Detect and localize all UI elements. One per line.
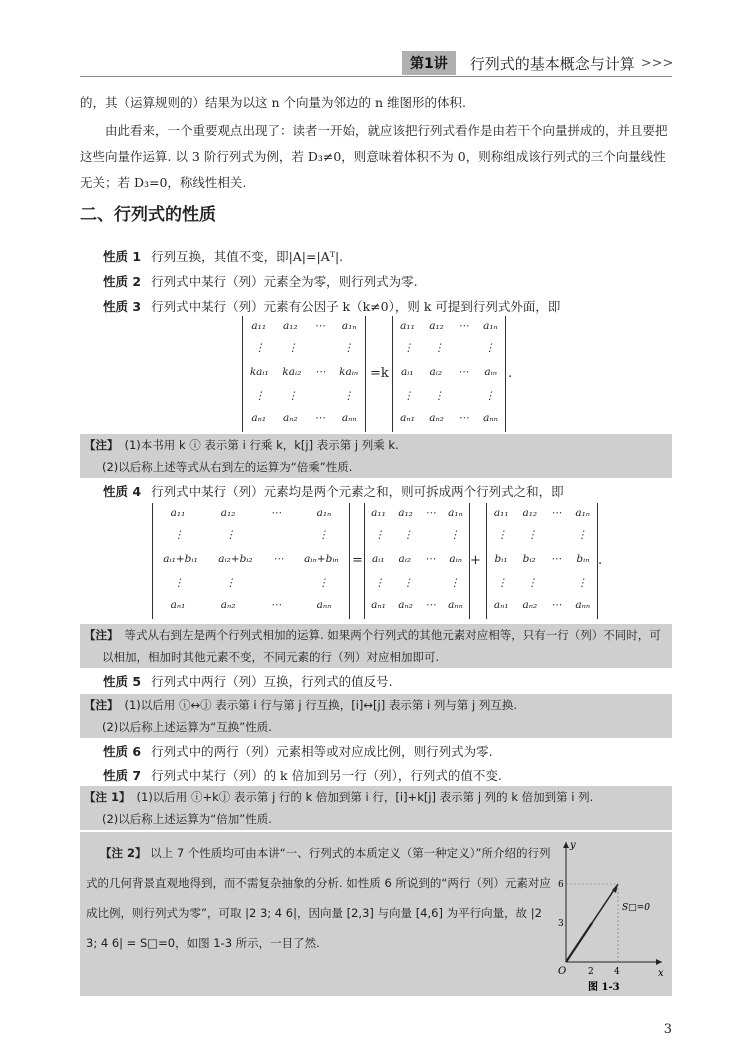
property-4-text: 行列式中某行（列）元素均是两个元素之和，则可拆成两个行列式之和，即 — [151, 484, 564, 499]
note-property-7: 【注 1】 (1)以后用 ⓘ+kⓙ 表示第 j 行的 k 倍加到第 i 行，[i]+k[j] 表示第 j 列的 k 倍加到第 i 列. (2)以后称上述运算为“倍加”性质. — [80, 786, 672, 830]
property-1-text: 行列互换，其值不变，即|A|=|Aᵀ|. — [151, 249, 344, 264]
figure-1-3 — [558, 838, 668, 994]
lecture-title: 行列式的基本概念与计算 — [469, 54, 635, 73]
y-tick-label: 3 — [558, 919, 564, 929]
intro-line-1: 的，其（运算规则的）结果为以这 n 个向量为邻边的 n 维图形的体积. — [80, 95, 466, 110]
property-7 — [103, 766, 502, 786]
det3-right: a₁₁ a₁₂ ⋯ a₁ₙ ⋮ ⋮ ⋮ aᵢ₁ aᵢ₂ ⋯ aᵢₙ ⋮ ⋮ ⋮ aₙ₁ aₙ₂ ⋯ aₙₙ — [392, 316, 506, 432]
property-1-label: 性质 1 — [103, 249, 142, 264]
property-3-label: 性质 3 — [103, 299, 142, 314]
property-2 — [103, 272, 418, 292]
det4-equals: = — [352, 553, 363, 568]
y-tick-label: 6 — [558, 880, 564, 890]
section-title: 二、行列式的性质 — [80, 205, 216, 225]
det4-left: a₁₁ a₁₂ ⋯ a₁ₙ ⋮ ⋮ ⋮ aᵢ₁+bᵢ₁ aᵢ₂+bᵢ₂ ⋯ aᵢₙ+bᵢₙ ⋮ ⋮ ⋮ aₙ₁ aₙ₂ ⋯ aₙₙ — [152, 503, 350, 619]
running-header — [402, 50, 673, 76]
property-5 — [103, 672, 393, 692]
note-tag: 【注】 — [84, 438, 119, 452]
property-4 — [103, 482, 564, 502]
det3-left: a₁₁ a₁₂ ⋯ a₁ₙ ⋮ ⋮ ⋮ kaᵢ₁ kaᵢ₂ ⋯ kaᵢₙ ⋮ ⋮ ⋮ aₙ₁ aₙ₂ ⋯ aₙₙ — [242, 316, 366, 432]
property-7-text: 行列式中某行（列）的 k 倍加到另一行（列），行列式的值不变. — [151, 768, 502, 783]
note-tag: 【注】 — [84, 628, 119, 642]
property-3 — [103, 297, 560, 317]
property-6-label: 性质 6 — [103, 744, 142, 759]
property-4-label: 性质 4 — [103, 484, 142, 499]
property-5-text: 行列式中两行（列）互换，行列式的值反号. — [151, 674, 393, 689]
y-axis-arrow — [563, 842, 569, 848]
property-7-label: 性质 7 — [103, 768, 142, 783]
note-tag: 【注 1】 — [84, 790, 131, 804]
x-axis-arrow — [656, 959, 662, 965]
page-number: 3 — [663, 1022, 672, 1037]
property-6-text: 行列式中的两行（列）元素相等或对应成比例，则行列式为零. — [151, 744, 493, 759]
note-property-3: 【注】 (1)本书用 k ⓘ 表示第 i 行乘 k，k[j] 表示第 j 列乘 k. (2)以后称上述等式从右到左的运算为“倍乘”性质. — [80, 434, 672, 478]
y-axis-label: y — [570, 840, 576, 851]
note-tag: 【注】 — [84, 698, 119, 712]
det4-plus: + — [470, 553, 481, 568]
lecture-badge: 第1讲 — [402, 51, 456, 75]
property-3-text: 行列式中某行（列）元素有公因子 k（k≠0），则 k 可提到行列式外面，即 — [151, 299, 561, 314]
det4-middle: a₁₁ a₁₂ ⋯ a₁ₙ ⋮ ⋮ ⋮ aᵢ₁ aᵢ₂ ⋯ aᵢₙ ⋮ ⋮ ⋮ aₙ₁ aₙ₂ ⋯ aₙₙ — [364, 503, 470, 619]
property-2-text: 行列式中某行（列）元素全为零，则行列式为零. — [151, 274, 418, 289]
note-property-4: 【注】 等式从右到左是两个行列式相加的运算. 如果两个行列式的其他元素对应相等，只有一行（列）不同时，可以相加，相加时其他元素不变，不同元素的行（列）对应相加即可. — [80, 624, 672, 668]
note-tag: 【注 2】 — [100, 846, 147, 860]
note-property-5: 【注】 (1)以后用 ⓘ↔ⓙ 表示第 i 行与第 j 行互换，[i]↔[j] 表示第 i 列与第 j 列互换. (2)以后称上述运算为“互换”性质. — [80, 694, 672, 738]
area-label: S□=0 — [622, 903, 650, 913]
note-geometric — [80, 832, 672, 996]
intro-paragraph: 由此看来，一个重要观点出现了：读者一开始，就应该把行列式看作是由若干个向量拼成的，并且要把这些向量作运算. 以 3 阶行列式为例，若 D₃≠0，则意味着体积不为 0，则称组成该行列式的三个向量线性无关；若 D₃=0，称线性相关. — [80, 123, 668, 190]
vector-2-3 — [566, 923, 592, 962]
property-5-label: 性质 5 — [103, 674, 142, 689]
chevron-right-icon: >>> — [640, 55, 674, 71]
property-1 — [103, 247, 343, 267]
figure-1-3-plot — [558, 838, 668, 994]
x-tick-label: 2 — [588, 967, 594, 977]
header-rule — [80, 76, 672, 77]
figure-caption: 图 1-3 — [588, 982, 620, 993]
x-axis-label: x — [658, 968, 664, 979]
textbook-page: 第1讲 行列式的基本概念与计算 >>> 的，其（运算规则的）结果为以这 n 个向量为邻边的 n 维图形的体积. 由此看来，一个重要观点出现了：读者一开始，就应该把行列式看作是由若干个向量拼成的，并且要把这些向量作运算. 以 3 阶行列式为例，若 D₃≠0，则意味着体积不为 0，则称组成该行列式的三个向量线性无关；若 D₃=0，称线性相关. 二、行列式的性质 性质 1 行列互换，其值不变，即|A|=|Aᵀ|. 性质 2 行列式中某行（列）元素全为零，则行列式为零. 性质 3 行列式中某行（列）元素有公因子 k（k≠0），则 k 可提到行列式外面，即 a₁₁ a₁₂ ⋯ a₁ₙ ⋮ ⋮ ⋮ kaᵢ₁ kaᵢ₂ ⋯ kaᵢₙ ⋮ ⋮ ⋮ aₙ₁ aₙ₂ ⋯ aₙₙ =k a₁₁ a₁₂ ⋯ a₁ₙ ⋮ ⋮ ⋮ aᵢ₁ aᵢ₂ ⋯ aᵢₙ ⋮ ⋮ ⋮ aₙ₁ aₙ₂ ⋯ aₙₙ . 【注】 (1)本书用 k ⓘ 表示第 i 行乘 k，k[j] 表示第 j 列乘 k. (2)以后称上述等式从右到左的运算为“倍乘”性质. 性质 4 行列式中某行（列）元素均是两个元素之和，则可拆成两个行列式之和，即 a₁₁ a₁₂ ⋯ a₁ₙ ⋮ ⋮ ⋮ aᵢ₁+bᵢ₁ aᵢ₂+bᵢ₂ ⋯ aᵢₙ+bᵢₙ ⋮ ⋮ ⋮ aₙ₁ aₙ₂ ⋯ aₙₙ = a₁₁ a₁₂ ⋯ a₁ₙ ⋮ ⋮ ⋮ aᵢ₁ aᵢ₂ ⋯ aᵢₙ ⋮ ⋮ ⋮ aₙ₁ aₙ₂ ⋯ aₙₙ + a₁₁ a₁₂ ⋯ a₁ₙ ⋮ ⋮ ⋮ bᵢ₁ bᵢ₂ ⋯ bᵢₙ ⋮ ⋮ ⋮ aₙ₁ aₙ₂ ⋯ aₙₙ . 【注】 等式从右到左是两个行列式相加的运算. 如果两个行列式的其他元素对应相等，只有一行（列）不同时，可以相加，相加时其他元素不变，不同元素的行（列）对应相加即可. 性质 5 行列式中两行（列）互换，行列式的值反号. 【注】 (1)以后用 ⓘ↔ⓙ 表示第 i 行与第 j 行互换，[i]↔[j] 表示第 i 列与第 j 列互换. (2)以后称上述运算为“互换”性质. 性质 6 行列式中的两行（列）元素相等或对应成比例，则行列式为零. 性质 7 行列式中某行（列）的 k 倍加到另一行（列），行列式的值不变. 【注 1】 (1)以后用 ⓘ+kⓙ 表示第 j 行的 k 倍加到第 i 行，[i]+k[j] 表示第 j 列的 k 倍加到第 i 列. (2)以后称上述运算为“倍加”性质. 【注 2】 以上 7 个性质均可由本讲“一、行列式的本质定义（第一种定义）”所介绍的行列式的几何背景直观地得到，而不需复杂抽象的分析. 如性质 6 所说到的“两行（列）元素对应成比例，则行列式为零”，可取 |2 3; 4 6|，因向量 [2,3] 与向量 [4,6] 为平行向量，故 |2 3; 4 6| = S□=0，如图 1-3 所示，一目了然. y x O 6 3 2 4 S□=0 图 1-3 3 — [0, 0, 744, 1053]
property-6 — [103, 742, 493, 762]
det3-equals: =k — [370, 366, 389, 381]
x-tick-label: 4 — [614, 967, 620, 977]
det4-right: a₁₁ a₁₂ ⋯ a₁ₙ ⋮ ⋮ ⋮ bᵢ₁ bᵢ₂ ⋯ bᵢₙ ⋮ ⋮ ⋮ aₙ₁ aₙ₂ ⋯ aₙₙ — [486, 503, 598, 619]
property-2-label: 性质 2 — [103, 274, 142, 289]
note-geometric-text: 以上 7 个性质均可由本讲“一、行列式的本质定义（第一种定义）”所介绍的行列式的几何背景直观地得到，而不需复杂抽象的分析. 如性质 6 所说到的“两行（列）元素对应成比例，则行列式为零”，可取 |2 3; 4 6|，因向量 [2,3] 与向量 [4,6] 为平行向量，故 |2 3; 4 6| = S□=0，如图 1-3 所示，一目了然. — [86, 846, 551, 950]
origin-label: O — [558, 966, 567, 977]
